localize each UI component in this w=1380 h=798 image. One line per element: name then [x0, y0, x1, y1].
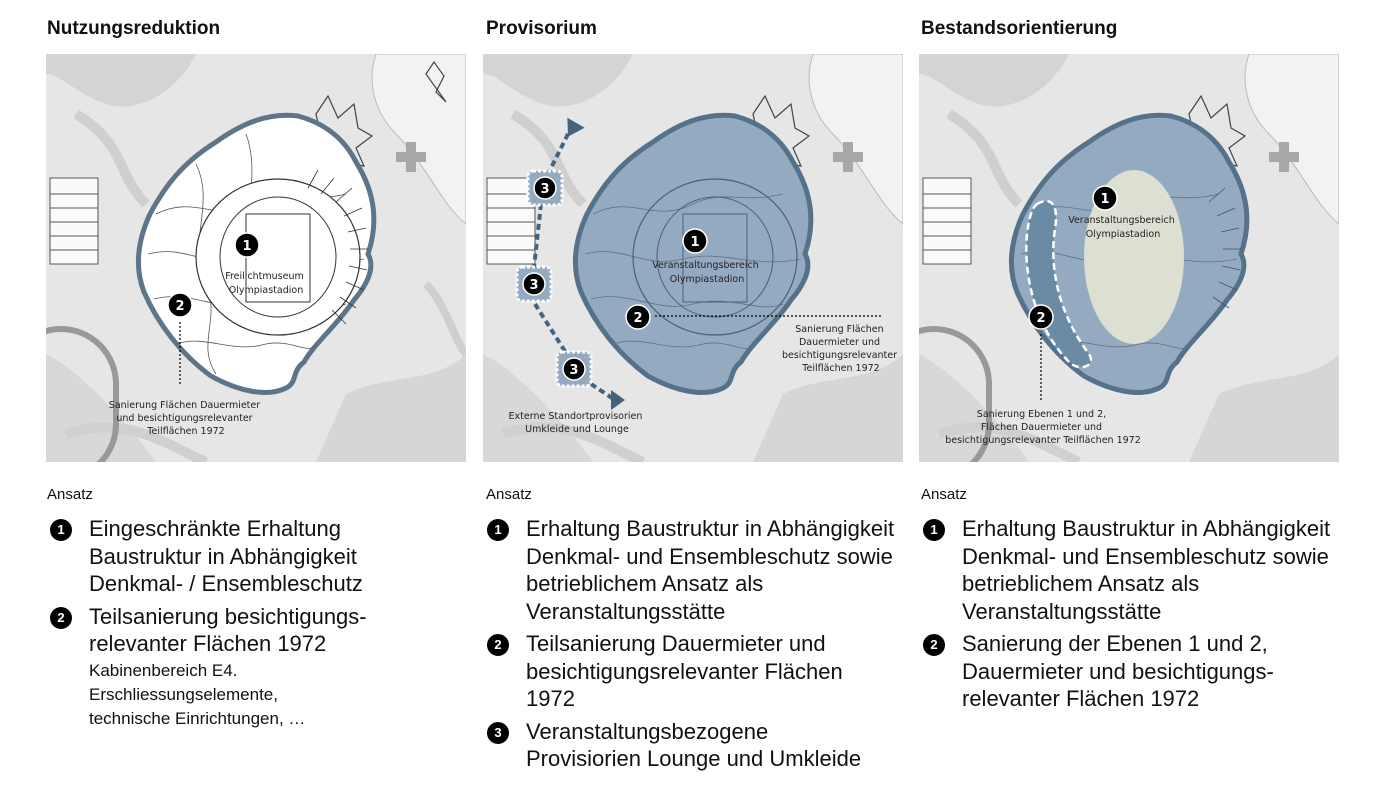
panel-provisorium	[483, 0, 907, 798]
number-badge: 1	[487, 519, 509, 541]
number-badge: 2	[487, 634, 509, 656]
panel-title: Nutzungsreduktion	[47, 18, 221, 39]
svg-text:2: 2	[1036, 311, 1046, 326]
panel-title: Provisorium	[486, 18, 597, 39]
legend-text: Erhaltung Baustruktur in Abhängigkeit Denkmal- und Ensembleschutz sowie betrieblichem Ansatz als Veranstaltungsstätte	[526, 516, 895, 624]
svg-text:1: 1	[690, 235, 700, 250]
svg-text:3: 3	[540, 182, 550, 197]
external-note: Externe Standortprovisorien Umkleide und Lounge	[508, 411, 643, 435]
site-plan-map	[483, 54, 903, 462]
legend-item	[48, 603, 468, 731]
map-note: Sanierung Flächen Dauermieter und besichtigungsrelevanter Teilflächen 1972	[108, 400, 261, 437]
building-block	[923, 178, 971, 264]
marker-2	[626, 305, 650, 329]
area-label: Freilichtmuseum Olympiastadion	[225, 271, 304, 296]
legend-text: Teilsanierung besichtigungs-relevanter Flächen 1972	[89, 603, 367, 656]
legend-item	[48, 515, 468, 598]
legend-item	[485, 718, 905, 773]
marker-2	[1029, 305, 1053, 329]
svg-text:2: 2	[633, 311, 643, 326]
number-badge: 2	[50, 607, 72, 629]
number-badge: 3	[487, 722, 509, 744]
site-plan-map	[46, 54, 466, 462]
map-note: Sanierung Ebenen 1 und 2, Flächen Dauermieter und besichtigungsrelevanter Teilflächen 1972	[945, 409, 1141, 446]
legend-item	[921, 515, 1341, 625]
building-block	[487, 178, 535, 264]
legend-list	[921, 515, 1341, 718]
svg-text:3: 3	[569, 363, 579, 378]
svg-text:3: 3	[529, 278, 539, 293]
ansatz-label: Ansatz	[486, 486, 532, 503]
marker-1	[1093, 186, 1117, 210]
legend-item	[485, 630, 905, 713]
marker-1	[683, 229, 707, 253]
legend-text: Eingeschränkte Erhaltung Baustruktur in Abhängigkeit Denkmal- / Ensembleschutz	[89, 516, 363, 596]
building-block	[50, 178, 98, 264]
provisorium-box-3a	[528, 171, 562, 205]
site-plan-map	[919, 54, 1339, 462]
number-badge: 1	[923, 519, 945, 541]
provisorium-box-3c	[557, 352, 591, 386]
number-badge: 1	[50, 519, 72, 541]
legend-subtext: Kabinenbereich E4. Erschliessungselemente, technische Einrichtungen, …	[89, 660, 306, 728]
map-note: Sanierung Flächen Dauermieter und besichtigungsrelevanter Teilflächen 1972	[781, 324, 898, 374]
legend-text: Erhaltung Baustruktur in Abhängigkeit Denkmal- und Ensembleschutz sowie betrieblichem Ansatz als Veranstaltungsstätte	[962, 516, 1331, 624]
panel-title: Bestandsorientierung	[921, 18, 1118, 39]
svg-text:1: 1	[242, 239, 252, 254]
legend-item	[921, 630, 1341, 713]
area-label: Veranstaltungsbereich Olympiastadion	[652, 260, 759, 285]
provisorium-box-3b	[517, 267, 551, 301]
panel-bestandsorientierung	[919, 0, 1343, 798]
svg-text:1: 1	[1100, 192, 1110, 207]
number-badge: 2	[923, 634, 945, 656]
marker-1	[235, 233, 259, 257]
marker-2	[168, 293, 192, 317]
panel-nutzungsreduktion	[46, 0, 470, 798]
legend-list	[48, 515, 468, 736]
legend-list	[485, 515, 905, 778]
area-label: Veranstaltungsbereich Olympiastadion	[1068, 215, 1175, 240]
ansatz-label: Ansatz	[921, 486, 967, 503]
legend-text: Veranstaltungsbezogene Provisiorien Lounge und Umkleide	[526, 718, 862, 771]
ansatz-label: Ansatz	[47, 486, 93, 503]
svg-text:2: 2	[175, 299, 185, 314]
legend-text: Sanierung der Ebenen 1 und 2, Dauermieter und besichtigungs-relevanter Flächen 1972	[962, 631, 1274, 711]
legend-text: Teilsanierung Dauermieter und besichtigungsrelevanter Flächen 1972	[526, 631, 843, 711]
legend-item	[485, 515, 905, 625]
